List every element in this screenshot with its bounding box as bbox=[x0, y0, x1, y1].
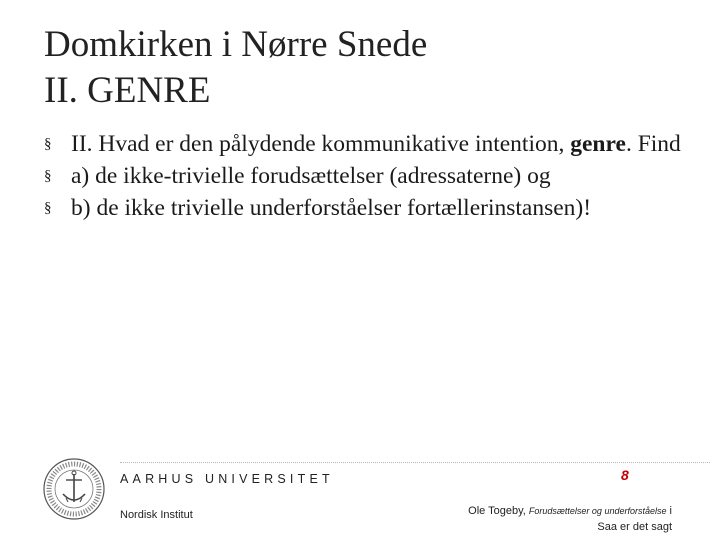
credit-suffix: i bbox=[669, 505, 672, 517]
institute-name: Nordisk Institut bbox=[120, 509, 193, 521]
university-name: AARHUS UNIVERSITET bbox=[120, 472, 334, 486]
aarhus-university-seal-icon bbox=[42, 456, 106, 522]
bullet-text: a) de ikke-trivielle forudsættelser (adressaterne) og bbox=[71, 163, 551, 189]
credit-subtitle: Forudsættelser og underforståelse bbox=[528, 506, 667, 516]
footer-credit bbox=[468, 503, 672, 535]
bullet-list bbox=[44, 130, 694, 226]
section-sign-bullet-icon: § bbox=[44, 136, 52, 152]
slide-title bbox=[44, 22, 684, 114]
bullet-item bbox=[44, 130, 694, 159]
title-line-1: Domkirken i Nørre Snede bbox=[44, 24, 428, 65]
title-line-2: II. GENRE bbox=[44, 70, 211, 111]
section-sign-bullet-icon: § bbox=[44, 200, 52, 216]
bullet-text-after: . Find bbox=[625, 131, 681, 157]
bullet-text-before: II. Hvad er den pålydende kommunikative intention, bbox=[71, 131, 571, 157]
credit-line-2: Saa er det sagt bbox=[597, 521, 672, 533]
section-sign-bullet-icon: § bbox=[44, 168, 52, 184]
credit-line-1 bbox=[468, 503, 672, 519]
bullet-text-bold: genre bbox=[570, 131, 626, 157]
bullet-text: b) de ikke trivielle underforståelser fortællerinstansen)! bbox=[71, 195, 592, 221]
credit-author: Ole Togeby, bbox=[468, 505, 526, 517]
bullet-item bbox=[44, 194, 694, 223]
footer-divider bbox=[120, 462, 710, 463]
bullet-item bbox=[44, 162, 694, 191]
page-number: 8 bbox=[621, 467, 629, 483]
